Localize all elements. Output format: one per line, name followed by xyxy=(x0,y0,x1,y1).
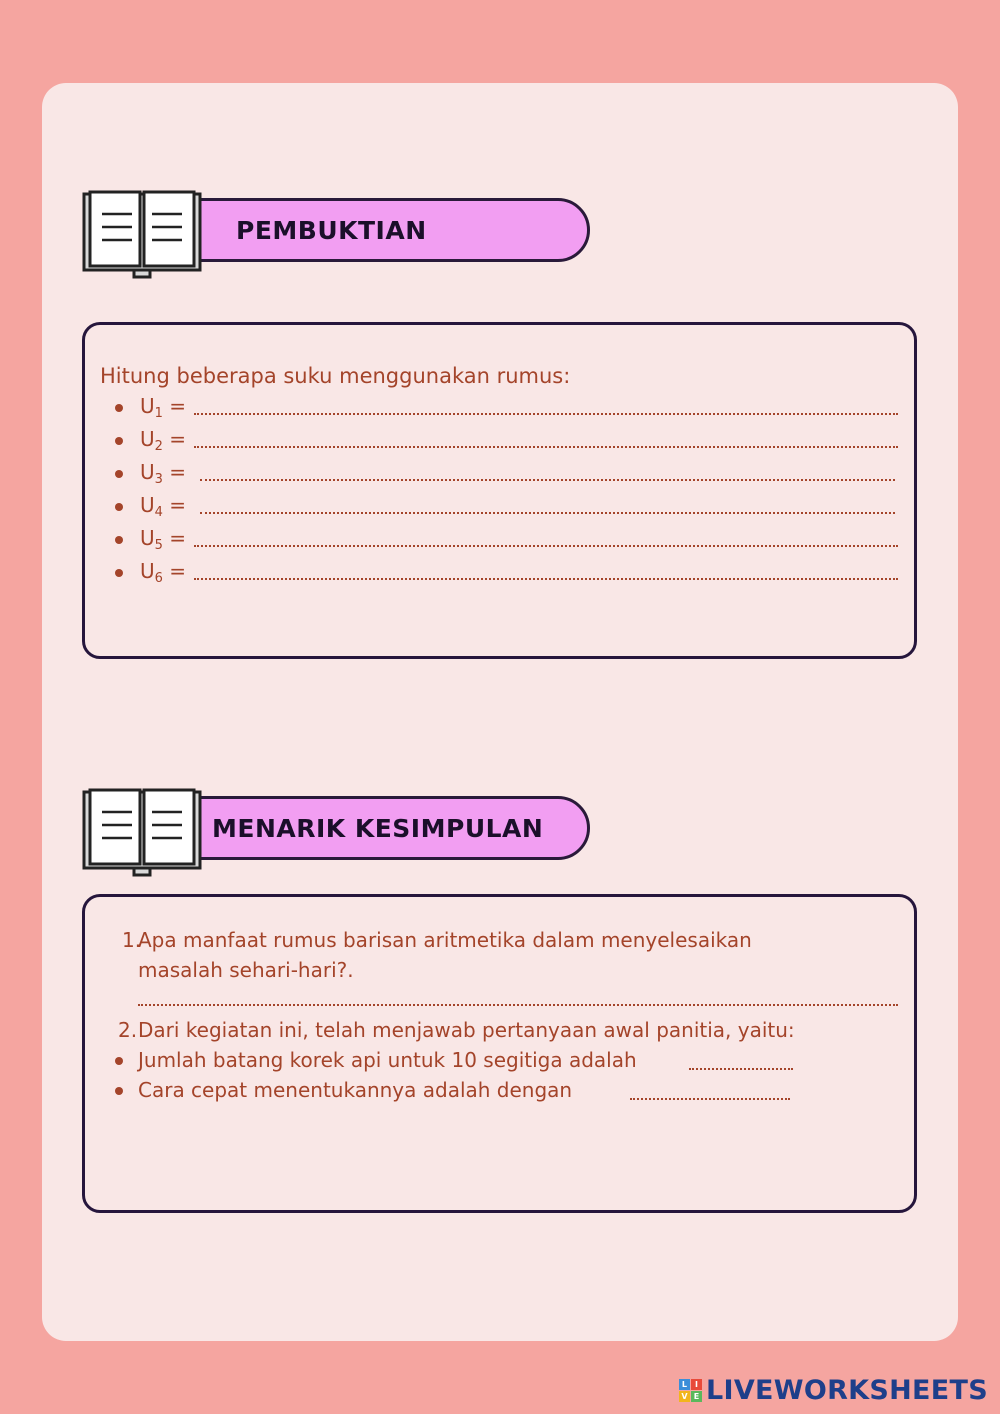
bullet-dot xyxy=(115,503,123,511)
bullet-2-text: Cara cepat menentukannya adalah dengan xyxy=(138,1078,573,1102)
answer-line-u5[interactable] xyxy=(194,545,898,547)
question-2-text: Dari kegiatan ini, telah menjawab pertanyaan awal panitia, yaitu: xyxy=(138,1018,795,1042)
question-2-number: 2. xyxy=(118,1018,138,1042)
intro-text: Hitung beberapa suku menggunakan rumus: xyxy=(100,364,571,388)
term-base: U xyxy=(140,493,155,517)
question-1-line-1: Apa manfaat rumus barisan aritmetika dalam menyelesaikan xyxy=(138,928,752,952)
bullet-1-text: Jumlah batang korek api untuk 10 segitiga adalah xyxy=(138,1048,637,1072)
term-base: U xyxy=(140,559,155,583)
term-label-u1 xyxy=(140,394,186,421)
answer-line-u2[interactable] xyxy=(194,446,898,448)
logo-wordmark: LIVEWORKSHEETS xyxy=(705,1374,988,1406)
term-label-u5 xyxy=(140,526,186,553)
answer-line-u6[interactable] xyxy=(194,578,898,580)
liveworksheets-logo xyxy=(679,1373,988,1407)
bullet-dot xyxy=(115,569,123,577)
logo-blocks xyxy=(679,1379,702,1402)
section-title: MENARIK KESIMPULAN xyxy=(212,814,544,843)
term-base: U xyxy=(140,394,155,418)
term-equals: = xyxy=(162,427,187,451)
answer-line-u3[interactable] xyxy=(200,479,895,481)
section-header-menarik-kesimpulan xyxy=(82,786,592,876)
term-label-u6 xyxy=(140,559,186,586)
answer-line-bullet-2[interactable] xyxy=(630,1098,790,1100)
term-subscript: 3 xyxy=(154,472,163,487)
term-base: U xyxy=(140,427,155,451)
question-1-number: 1. xyxy=(122,928,142,952)
term-subscript: 4 xyxy=(154,505,163,520)
term-subscript: 6 xyxy=(154,571,163,586)
logo-block: V xyxy=(679,1391,690,1402)
term-equals: = xyxy=(162,559,187,583)
term-subscript: 2 xyxy=(154,439,163,454)
logo-block: I xyxy=(691,1379,702,1390)
logo-block: E xyxy=(691,1391,702,1402)
term-equals: = xyxy=(162,394,187,418)
answer-line-bullet-1[interactable] xyxy=(689,1068,793,1070)
term-equals: = xyxy=(162,493,187,517)
section-header-pembuktian xyxy=(82,188,592,278)
term-equals: = xyxy=(162,526,187,550)
question-1-line-2: masalah sehari-hari?. xyxy=(138,958,354,982)
logo-block: L xyxy=(679,1379,690,1390)
bullet-dot xyxy=(115,470,123,478)
term-equals: = xyxy=(162,460,187,484)
bullet-dot xyxy=(115,437,123,445)
bullet-dot xyxy=(115,536,123,544)
bullet-dot xyxy=(115,1087,123,1095)
term-subscript: 5 xyxy=(154,538,163,553)
term-subscript: 1 xyxy=(154,406,163,421)
term-label-u3 xyxy=(140,460,186,487)
answer-line-u4[interactable] xyxy=(200,512,895,514)
bullet-dot xyxy=(115,404,123,412)
section-title: PEMBUKTIAN xyxy=(236,216,427,245)
open-book-icon xyxy=(82,188,204,280)
bullet-dot xyxy=(115,1057,123,1065)
open-book-icon xyxy=(82,786,204,878)
answer-line-q1[interactable] xyxy=(138,1004,898,1006)
answer-line-u1[interactable] xyxy=(194,413,898,415)
term-label-u4 xyxy=(140,493,186,520)
term-base: U xyxy=(140,460,155,484)
term-label-u2 xyxy=(140,427,186,454)
term-base: U xyxy=(140,526,155,550)
